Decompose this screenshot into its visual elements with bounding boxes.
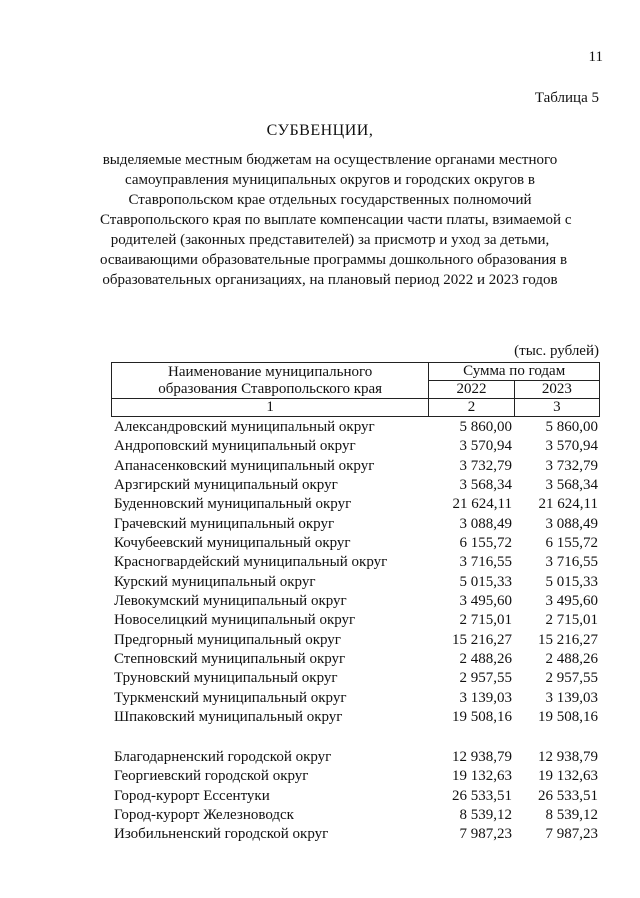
- municipality-name: Шпаковский муниципальный округ: [114, 709, 343, 726]
- subtitle-line: родителей (законных представителей) за присмотр и уход за детьми,: [110, 232, 550, 248]
- units-label: (тыс. рублей): [514, 343, 599, 359]
- table-row: [111, 495, 600, 514]
- municipality-name: Город-курорт Ессентуки: [114, 787, 270, 804]
- value-2023: 21 624,11: [538, 496, 598, 513]
- value-2023: 19 132,63: [538, 768, 598, 785]
- sum-header: Сумма по годам: [429, 363, 600, 381]
- municipality-name: Арзгирский муниципальный округ: [114, 477, 338, 494]
- table-row: [111, 534, 600, 553]
- value-2022: 3 732,79: [459, 457, 512, 474]
- municipality-name: Андроповский муниципальный округ: [114, 438, 356, 455]
- value-2022: 2 957,55: [459, 670, 512, 687]
- value-2022: 3 139,03: [459, 689, 512, 706]
- municipality-name: Новоселицкий муниципальный округ: [114, 612, 356, 629]
- value-2022: 19 132,63: [452, 768, 512, 785]
- value-2022: 12 938,79: [452, 749, 512, 766]
- table-row: [111, 437, 600, 456]
- value-2023: 5 015,33: [545, 573, 598, 590]
- value-2023: 26 533,51: [538, 787, 598, 804]
- municipality-name: Труновский муниципальный округ: [114, 670, 338, 687]
- value-2022: 2 488,26: [459, 651, 512, 668]
- municipality-name: Город-курорт Железноводск: [114, 807, 294, 824]
- value-2022: 5 015,33: [459, 573, 512, 590]
- value-2023: 8 539,12: [545, 807, 598, 824]
- table-row: [111, 573, 600, 592]
- table-row: [111, 669, 600, 688]
- value-2022: 5 860,00: [459, 419, 512, 436]
- value-2022: 6 155,72: [459, 535, 512, 552]
- subtitle-line: выделяемые местным бюджетам на осуществление органами местного: [102, 152, 558, 168]
- value-2023: 3 732,79: [545, 457, 598, 474]
- municipality-name: Левокумский муниципальный округ: [114, 593, 347, 610]
- municipal-rows: [111, 418, 600, 727]
- table-header: [111, 362, 600, 417]
- municipality-name: Туркменский муниципальный округ: [114, 689, 347, 706]
- table-row: [111, 650, 600, 669]
- municipality-name: Грачевский муниципальный округ: [114, 515, 335, 532]
- value-2022: 3 088,49: [459, 515, 512, 532]
- value-2022: 3 570,94: [459, 438, 512, 455]
- municipality-name: Кочубеевский муниципальный округ: [114, 535, 351, 552]
- table-label: Таблица 5: [534, 90, 599, 106]
- column-number-1: 1: [112, 399, 429, 417]
- value-2023: 3 716,55: [545, 554, 598, 571]
- value-2022: 8 539,12: [459, 807, 512, 824]
- name-header-line: образования Ставропольского края: [158, 380, 383, 397]
- value-2023: 3 495,60: [545, 593, 598, 610]
- value-2023: 12 938,79: [538, 749, 598, 766]
- table-row: [111, 689, 600, 708]
- document-subtitle: [100, 150, 572, 290]
- table-row: [111, 476, 600, 495]
- municipality-name: Предгорный муниципальный округ: [114, 631, 341, 648]
- city-rows: [111, 748, 600, 845]
- value-2022: 3 568,34: [459, 477, 512, 494]
- subtitle-line: самоуправления муниципальных округов и городских округов в: [125, 172, 535, 188]
- value-2023: 7 987,23: [545, 826, 598, 843]
- page-number: 11: [588, 49, 603, 65]
- subtitle-line: осваивающими образовательные программы дошкольного образования в: [100, 252, 568, 268]
- municipality-name: Георгиевский городской округ: [114, 768, 309, 785]
- year-2022-header: 2022: [429, 381, 514, 399]
- name-column-header: [112, 363, 429, 399]
- column-number-3: 3: [514, 399, 599, 417]
- value-2023: 6 155,72: [545, 535, 598, 552]
- value-2022: 21 624,11: [452, 496, 512, 513]
- value-2023: 15 216,27: [538, 631, 598, 648]
- value-2022: 3 716,55: [459, 554, 512, 571]
- table-row: [111, 748, 600, 767]
- table-row: [111, 515, 600, 534]
- subtitle-line: Ставропольском крае отдельных государственных полномочий: [128, 192, 532, 208]
- value-2022: 2 715,01: [459, 612, 512, 629]
- municipality-name: Изобильненский городской округ: [114, 826, 329, 843]
- municipality-name: Александровский муниципальный округ: [114, 419, 375, 436]
- table-row: [111, 806, 600, 825]
- value-2023: 2 715,01: [545, 612, 598, 629]
- value-2023: 3 568,34: [545, 477, 598, 494]
- municipality-name: Курский муниципальный округ: [114, 573, 316, 590]
- municipality-name: Буденновский муниципальный округ: [114, 496, 352, 513]
- value-2023: 5 860,00: [545, 419, 598, 436]
- value-2022: 7 987,23: [459, 826, 512, 843]
- name-header-line: Наименование муниципального: [168, 363, 373, 380]
- table-row: [111, 825, 600, 844]
- column-number-2: 2: [429, 399, 514, 417]
- value-2023: 3 570,94: [545, 438, 598, 455]
- value-2023: 3 088,49: [545, 515, 598, 532]
- value-2022: 26 533,51: [452, 787, 512, 804]
- table-row: [111, 592, 600, 611]
- table-row: [111, 457, 600, 476]
- municipality-name: Красногвардейский муниципальный округ: [114, 554, 388, 571]
- year-2023-header: 2023: [514, 381, 599, 399]
- municipality-name: Степновский муниципальный округ: [114, 651, 346, 668]
- table-row: [111, 418, 600, 437]
- value-2022: 3 495,60: [459, 593, 512, 610]
- table-row: [111, 708, 600, 727]
- value-2023: 19 508,16: [538, 709, 598, 726]
- value-2023: 2 488,26: [545, 651, 598, 668]
- document-title: СУБВЕНЦИИ,: [266, 122, 374, 139]
- table-row: [111, 787, 600, 806]
- subtitle-line: Ставропольского края по выплате компенсации части платы, взимаемой с: [100, 212, 572, 228]
- table-row: [111, 767, 600, 786]
- value-2022: 19 508,16: [452, 709, 512, 726]
- table-row: [111, 553, 600, 572]
- municipality-name: Благодарненский городской округ: [114, 749, 332, 766]
- value-2023: 2 957,55: [545, 670, 598, 687]
- value-2022: 15 216,27: [452, 631, 512, 648]
- table-row: [111, 611, 600, 630]
- table-row: [111, 631, 600, 650]
- subtitle-line: образовательных организациях, на плановый период 2022 и 2023 годов: [102, 272, 558, 288]
- value-2023: 3 139,03: [545, 689, 598, 706]
- municipality-name: Апанасенковский муниципальный округ: [114, 457, 375, 474]
